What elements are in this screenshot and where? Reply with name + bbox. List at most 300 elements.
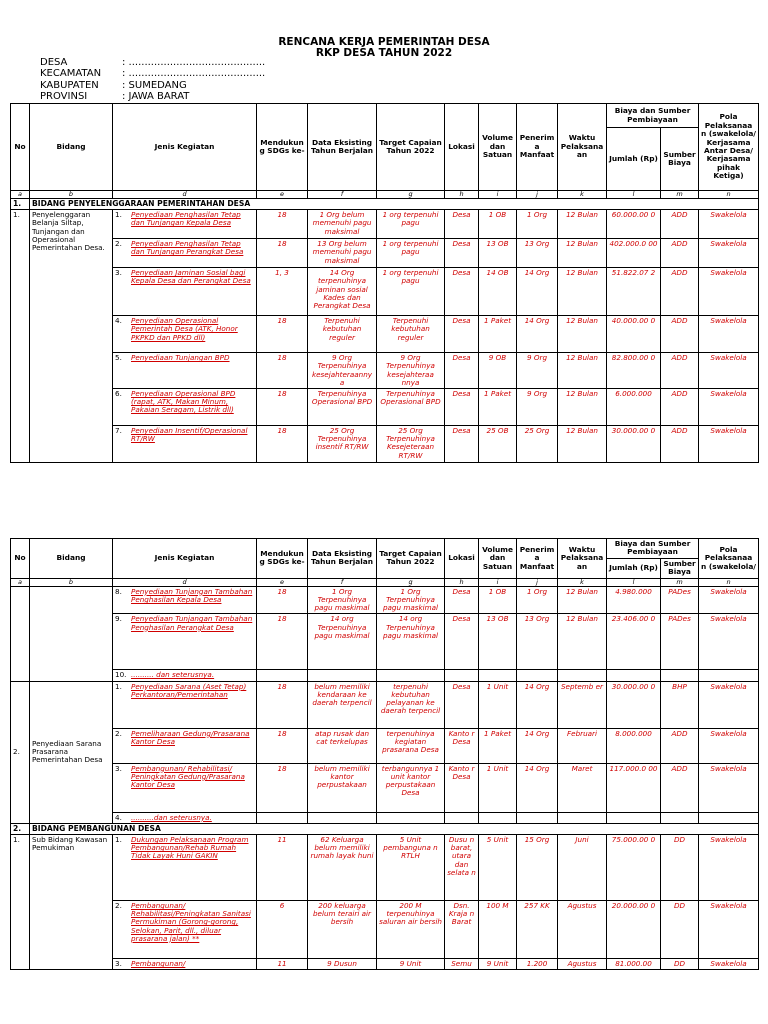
volume-cell: 1 Paket (479, 389, 517, 426)
jenis-text: Penyediaan Tunjangan BPD (131, 353, 230, 363)
waktu-cell (558, 670, 607, 681)
jenis-wrap (115, 765, 254, 790)
data-eksisting-cell: 14 Org terpenuhinya jaminan sosial Kades dan Perangkat Desa (308, 268, 377, 316)
rkp-table-page-1 (10, 103, 759, 463)
jumlah-cell: 8.000.000 (607, 728, 661, 763)
table-row (11, 389, 759, 426)
bidang-cell (30, 586, 113, 681)
header-sumber: Sumber Biaya (661, 558, 699, 578)
header-biaya: Biaya dan Sumber Pembiayaan (607, 539, 699, 559)
table-row (11, 959, 759, 970)
identity-value: : JAWA BARAT (122, 91, 190, 103)
lokasi-cell (445, 812, 479, 823)
pola-cell: Swakelola (699, 681, 759, 728)
jenis-text: Penyediaan Tunjangan Tambahan Penghasilan Perangkat Desa (131, 614, 253, 632)
penerima-cell: 1.200 (517, 959, 558, 970)
header-data: Data Eksisting Tahun Berjalan (308, 104, 377, 191)
pola-cell: Swakelola (699, 426, 759, 463)
column-letter: g (377, 191, 445, 199)
jumlah-cell: 81.000.00 (607, 959, 661, 970)
lokasi-cell: Desa (445, 316, 479, 353)
lokasi-cell: Kanto r Desa (445, 728, 479, 763)
jenis-cell (113, 763, 257, 812)
section-number: 2. (11, 823, 30, 834)
penerima-cell: 13 Org (517, 614, 558, 670)
jenis-wrap (115, 814, 254, 822)
penerima-cell (517, 812, 558, 823)
jenis-cell (113, 728, 257, 763)
jenis-text: ..........dan seterusnya. (131, 812, 212, 822)
jenis-cell (113, 835, 257, 901)
bidang-cell: Sub Bidang Kawasan Pemukiman (30, 835, 113, 970)
target-cell: Terpenuhinya Operasional BPD (377, 389, 445, 426)
sdgs-cell: 18 (257, 389, 308, 426)
penerima-cell: 14 Org (517, 316, 558, 353)
sdgs-cell: 6 (257, 901, 308, 959)
target-cell: terbangunnya 1 unit kantor perpustakaan Desa (377, 763, 445, 812)
waktu-cell: Agustus (558, 959, 607, 970)
jenis-cell (113, 210, 257, 239)
identity-value: : SUMEDANG (122, 79, 187, 91)
lokasi-cell: Desa (445, 268, 479, 316)
lokasi-cell: Kanto r Desa (445, 763, 479, 812)
penerima-cell (517, 670, 558, 681)
sumber-cell (661, 670, 699, 681)
target-cell (377, 812, 445, 823)
column-letter: h (445, 578, 479, 586)
jenis-text: Penyediaan Operasional BPD (rapat, ATK, Makan Minum, Pakaian Seragam, Listrik dll) (131, 389, 236, 415)
lokasi-cell: Desa (445, 681, 479, 728)
column-letter: m (661, 191, 699, 199)
sdgs-cell (257, 812, 308, 823)
section-title: BIDANG PENYELENGGARAAN PEMERINTAHAN DESA (30, 199, 759, 210)
target-cell: 1 org terpenuhi pagu (377, 210, 445, 239)
volume-cell: 14 OB (479, 268, 517, 316)
data-eksisting-cell: belum memiliki kendaraan ke daerah terpencil (308, 681, 377, 728)
row-number (11, 586, 30, 681)
target-cell (377, 670, 445, 681)
target-cell: 5 Unit pembanguna n RTLH (377, 835, 445, 901)
sdgs-cell: 18 (257, 586, 308, 614)
pola-cell: Swakelola (699, 353, 759, 389)
column-letter: f (308, 191, 377, 199)
waktu-cell (558, 812, 607, 823)
identity-label: KABUPATEN (40, 79, 99, 91)
header-target: Target Capaian Tahun 2022 (377, 539, 445, 579)
jenis-text: Penyediaan Insentif/Operasional RT/RW (131, 426, 248, 444)
sumber-cell: PADes (661, 614, 699, 670)
item-number: 2. (115, 239, 122, 249)
data-eksisting-cell: 25 Org Terpenuhinya insentif RT/RW (308, 426, 377, 463)
column-letter: e (257, 191, 308, 199)
waktu-cell: Februari (558, 728, 607, 763)
jumlah-cell: 402.000.0 00 (607, 239, 661, 268)
jenis-wrap (115, 269, 254, 285)
sdgs-cell: 18 (257, 239, 308, 268)
column-letter: l (607, 578, 661, 586)
target-cell: 9 Unit (377, 959, 445, 970)
volume-cell: 5 Unit (479, 835, 517, 901)
jumlah-cell (607, 670, 661, 681)
data-eksisting-cell: belum memiliki kantor perpustakaan (308, 763, 377, 812)
target-cell: Terpenuhi kebutuhan reguler (377, 316, 445, 353)
jenis-text: Pembangunan/ Rehabilitasi/Peningkatan Sanitasi Permukiman (Gorong-gorong, Selokan, Parit, dll., diluar prasarana jalan) ** (131, 901, 251, 943)
sdgs-cell: 18 (257, 614, 308, 670)
header-sdgs: Mendukun g SDGs ke- (257, 104, 308, 191)
pola-cell (699, 812, 759, 823)
identity-block (40, 57, 265, 103)
header-no: No (11, 539, 30, 579)
header-jenis: Jenis Kegiatan (113, 104, 257, 191)
jumlah-cell: 75.000.00 0 (607, 835, 661, 901)
letters-row (11, 191, 759, 199)
item-number: 2. (115, 901, 122, 911)
jenis-cell (113, 586, 257, 614)
jenis-wrap (115, 836, 254, 861)
jenis-wrap (115, 683, 254, 699)
document-subtitle: RKP DESA TAHUN 2022 (315, 47, 453, 59)
item-number: 3. (115, 763, 122, 773)
volume-cell: 1 Paket (479, 316, 517, 353)
column-letter: b (30, 578, 113, 586)
data-eksisting-cell: 14 org Terpenuhinya pagu maskimal (308, 614, 377, 670)
lokasi-cell (445, 670, 479, 681)
pola-cell: Swakelola (699, 389, 759, 426)
volume-cell: 1 Unit (479, 763, 517, 812)
item-number: 1. (115, 835, 122, 845)
sumber-cell: ADD (661, 239, 699, 268)
header-bidang: Bidang (30, 539, 113, 579)
jenis-text: .......... dan seterusnya. (131, 670, 215, 680)
target-cell: 1 org terpenuhi pagu (377, 268, 445, 316)
penerima-cell: 9 Org (517, 389, 558, 426)
jumlah-cell: 40.000.00 0 (607, 316, 661, 353)
jenis-text: Penyediaan Jaminan Sosial bagi Kepala Desa dan Perangkat Desa (131, 268, 251, 286)
column-letter: e (257, 578, 308, 586)
sumber-cell: ADD (661, 728, 699, 763)
volume-cell: 1 OB (479, 210, 517, 239)
column-letter: k (558, 191, 607, 199)
table-row (11, 901, 759, 959)
data-eksisting-cell: 62 Keluarga belum memiliki rumah layak huni (308, 835, 377, 901)
header-row (11, 539, 759, 559)
target-cell: 25 Org Terpenuhinya Kesejeteraan RT/RW (377, 426, 445, 463)
header-pola: Pola Pelaksanaa n (swakelola/ Kerjasama Antar Desa/ Kerjasama pihak Ketiga) (699, 104, 759, 191)
sdgs-cell: 18 (257, 728, 308, 763)
jenis-cell (113, 389, 257, 426)
section-number: 1. (11, 199, 30, 210)
table-row (11, 586, 759, 614)
column-letter: i (479, 191, 517, 199)
letters-row (11, 578, 759, 586)
header-biaya: Biaya dan Sumber Pembiayaan (607, 104, 699, 128)
lokasi-cell: Desa (445, 210, 479, 239)
header-jenis: Jenis Kegiatan (113, 539, 257, 579)
pola-cell: Swakelola (699, 316, 759, 353)
table-row (11, 763, 759, 812)
sdgs-cell: 18 (257, 210, 308, 239)
sumber-cell: DD (661, 901, 699, 959)
target-cell: 200 M terpenuhinya saluran air bersih (377, 901, 445, 959)
jenis-cell (113, 959, 257, 970)
header-lokasi: Lokasi (445, 104, 479, 191)
jumlah-cell: 20.000.00 0 (607, 901, 661, 959)
jenis-cell (113, 316, 257, 353)
waktu-cell: 12 Bulan (558, 614, 607, 670)
jumlah-cell: 30.000.00 0 (607, 681, 661, 728)
data-eksisting-cell: 9 Dusun (308, 959, 377, 970)
table-row (11, 614, 759, 670)
waktu-cell: 12 Bulan (558, 268, 607, 316)
item-number: 3. (115, 959, 122, 969)
jenis-wrap (115, 902, 254, 943)
jenis-cell (113, 614, 257, 670)
pola-cell: Swakelola (699, 586, 759, 614)
item-number: 7. (115, 426, 122, 436)
column-letter: a (11, 578, 30, 586)
sdgs-cell: 18 (257, 353, 308, 389)
sdgs-cell: 11 (257, 959, 308, 970)
column-letter: g (377, 578, 445, 586)
volume-cell: 13 OB (479, 239, 517, 268)
target-cell: 9 Org Terpenuhinya kesejahteraa nnya (377, 353, 445, 389)
data-eksisting-cell: 1 Org Terpenuhinya pagu maskimal (308, 586, 377, 614)
sumber-cell (661, 812, 699, 823)
data-eksisting-cell: 13 Org belum memenuhi pagu maksimal (308, 239, 377, 268)
lokasi-cell: Desa (445, 389, 479, 426)
sdgs-cell: 11 (257, 835, 308, 901)
data-eksisting-cell (308, 670, 377, 681)
table-row (11, 835, 759, 901)
penerima-cell: 1 Org (517, 210, 558, 239)
sdgs-cell: 18 (257, 681, 308, 728)
table-row (11, 239, 759, 268)
jenis-wrap (115, 427, 254, 443)
item-number: 1. (115, 681, 122, 691)
sumber-cell: PADes (661, 586, 699, 614)
header-no: No (11, 104, 30, 191)
target-cell: terpenuhi kebutuhan pelayanan ke daerah terpencil (377, 681, 445, 728)
column-letter: f (308, 578, 377, 586)
jenis-text: Pemeliharaan Gedung/Prasarana Kantor Desa (131, 728, 250, 746)
lokasi-cell: Desa (445, 586, 479, 614)
identity-row (40, 80, 265, 91)
waktu-cell: 12 Bulan (558, 210, 607, 239)
data-eksisting-cell: 1 Org belum memenuhi pagu maksimal (308, 210, 377, 239)
lokasi-cell: Desa (445, 353, 479, 389)
jumlah-cell: 51.822.07 2 (607, 268, 661, 316)
item-number: 8. (115, 586, 122, 596)
data-eksisting-cell: atap rusak dan cat terkelupas (308, 728, 377, 763)
pola-cell: Swakelola (699, 210, 759, 239)
data-eksisting-cell: Terpenuhi kebutuhan reguler (308, 316, 377, 353)
jenis-wrap (115, 211, 254, 227)
sumber-cell: BHP (661, 681, 699, 728)
pola-cell: Swakelola (699, 614, 759, 670)
target-cell: 1 Org Terpenuhinya pagu maskimal (377, 586, 445, 614)
jenis-wrap (115, 730, 254, 746)
waktu-cell: 12 Bulan (558, 586, 607, 614)
jumlah-cell: 82.800.00 0 (607, 353, 661, 389)
sdgs-cell (257, 670, 308, 681)
header-waktu: Waktu Pelaksana an (558, 104, 607, 191)
jumlah-cell: 60.000.00 0 (607, 210, 661, 239)
column-letter: l (607, 191, 661, 199)
column-letter: n (699, 578, 759, 586)
header-volume: Volume dan Satuan (479, 539, 517, 579)
identity-row (40, 68, 265, 79)
volume-cell: 9 OB (479, 353, 517, 389)
item-number: 1. (115, 210, 122, 220)
target-cell: terpenuhinya kegiatan prasarana Desa (377, 728, 445, 763)
item-number: 4. (115, 316, 122, 326)
sdgs-cell: 18 (257, 316, 308, 353)
volume-cell: 1 OB (479, 586, 517, 614)
identity-label: KECAMATAN (40, 68, 102, 80)
column-letter: b (30, 191, 113, 199)
item-number: 6. (115, 389, 122, 399)
header-data: Data Eksisting Tahun Berjalan (308, 539, 377, 579)
column-letter: d (113, 578, 257, 586)
table-row (11, 670, 759, 681)
jenis-cell (113, 670, 257, 681)
jenis-cell (113, 353, 257, 389)
jenis-wrap (115, 240, 254, 256)
item-number: 4. (115, 812, 122, 822)
jumlah-cell: 6.000.000 (607, 389, 661, 426)
header-waktu: Waktu Pelaksana an (558, 539, 607, 579)
rkp-table-page-2 (10, 538, 759, 970)
identity-value: : ........................................... (122, 68, 266, 80)
sdgs-cell: 1, 3 (257, 268, 308, 316)
volume-cell: 9 Unit (479, 959, 517, 970)
table-row (11, 812, 759, 823)
jenis-text: Penyediaan Sarana (Aset Tetap) Perkantoran/Pemerintahan (131, 681, 247, 699)
jenis-text: Penyediaan Penghasilan Tetap dan Tunjangan Perangkat Desa (131, 239, 244, 257)
jenis-wrap (115, 354, 254, 362)
table-row (11, 681, 759, 728)
jenis-cell (113, 426, 257, 463)
header-jumlah: Jumlah (Rp) (607, 128, 661, 191)
item-number: 10. (115, 670, 127, 680)
waktu-cell: 12 Bulan (558, 426, 607, 463)
waktu-cell: 12 Bulan (558, 353, 607, 389)
jumlah-cell: 117.000.0 00 (607, 763, 661, 812)
column-letter: a (11, 191, 30, 199)
header-jumlah: Jumlah (Rp) (607, 558, 661, 578)
target-cell: 1 org terpenuhi pagu (377, 239, 445, 268)
section-row (11, 199, 759, 210)
jenis-cell (113, 681, 257, 728)
lokasi-cell: Desa (445, 239, 479, 268)
volume-cell: 1 Unit (479, 681, 517, 728)
sumber-cell: ADD (661, 268, 699, 316)
header-lokasi: Lokasi (445, 539, 479, 579)
waktu-cell: Agustus (558, 901, 607, 959)
data-eksisting-cell (308, 812, 377, 823)
jenis-wrap (115, 671, 254, 679)
bidang-cell: Penyelenggaran Belanja Siltap, Tunjangan dan Operasional Pemerintahan Desa. (30, 210, 113, 463)
pola-cell: Swakelola (699, 901, 759, 959)
waktu-cell: Maret (558, 763, 607, 812)
penerima-cell: 25 Org (517, 426, 558, 463)
volume-cell: 25 OB (479, 426, 517, 463)
jenis-cell (113, 812, 257, 823)
volume-cell (479, 812, 517, 823)
header-sdgs: Mendukun g SDGs ke- (257, 539, 308, 579)
item-number: 3. (115, 268, 122, 278)
item-number: 2. (115, 728, 122, 738)
sumber-cell: ADD (661, 763, 699, 812)
row-number: 1. (11, 835, 30, 970)
data-eksisting-cell: 200 keluarga belum terairi air bersih (308, 901, 377, 959)
sumber-cell: ADD (661, 389, 699, 426)
header-penerima: Penerim a Manfaat (517, 104, 558, 191)
column-letter: n (699, 191, 759, 199)
jenis-text: Pembangunan/ Rehabilitasi/ Peningkatan Gedung/Prasarana Kantor Desa (131, 763, 245, 790)
jenis-wrap (115, 960, 254, 968)
waktu-cell: 12 Bulan (558, 389, 607, 426)
column-letter: j (517, 191, 558, 199)
sumber-cell: ADD (661, 353, 699, 389)
item-number: 5. (115, 353, 122, 363)
lokasi-cell: Dsn. Kraja n Barat (445, 901, 479, 959)
volume-cell (479, 670, 517, 681)
pola-cell: Swakelola (699, 239, 759, 268)
penerima-cell: 1 Org (517, 586, 558, 614)
table-row (11, 316, 759, 353)
jumlah-cell: 23.406.00 0 (607, 614, 661, 670)
waktu-cell: 12 Bulan (558, 239, 607, 268)
jenis-text: Dukungan Pelaksanaan Program Pembangunan/Rehab Rumah Tidak Layak Huni GAKIN (131, 835, 249, 861)
waktu-cell: Septemb er (558, 681, 607, 728)
identity-row (40, 91, 265, 102)
pola-cell: Swakelola (699, 763, 759, 812)
column-letter: m (661, 578, 699, 586)
data-eksisting-cell: 9 Org Terpenuhinya kesejahteraanny a (308, 353, 377, 389)
penerima-cell: 13 Org (517, 239, 558, 268)
sumber-cell: DD (661, 959, 699, 970)
header-volume: Volume dan Satuan (479, 104, 517, 191)
column-letter: h (445, 191, 479, 199)
item-number: 9. (115, 614, 122, 624)
jenis-text: Pembangunan/ (131, 959, 186, 969)
jumlah-cell: 30.000.00 0 (607, 426, 661, 463)
jenis-wrap (115, 588, 254, 604)
table-row (11, 728, 759, 763)
pola-cell: Swakelola (699, 728, 759, 763)
identity-row (40, 57, 265, 68)
table-row (11, 353, 759, 389)
document-title: RENCANA KERJA PEMERINTAH DESA (278, 36, 490, 48)
identity-label: PROVINSI (40, 91, 88, 103)
lokasi-cell: Semu (445, 959, 479, 970)
penerima-cell: 257 KK (517, 901, 558, 959)
penerima-cell: 14 Org (517, 681, 558, 728)
bidang-cell: Penyediaan Sarana Prasarana Pemerintahan Desa (30, 681, 113, 823)
sdgs-cell: 18 (257, 763, 308, 812)
jenis-text: Penyediaan Operasional Pemerintah Desa (ATK, Honor PKPKD dan PPKD dll) (131, 316, 238, 342)
column-letter: i (479, 578, 517, 586)
column-letter: j (517, 578, 558, 586)
header-penerima: Penerim a Manfaat (517, 539, 558, 579)
penerima-cell: 14 Org (517, 728, 558, 763)
jenis-wrap (115, 317, 254, 342)
waktu-cell: Juni (558, 835, 607, 901)
row-number: 2. (11, 681, 30, 823)
penerima-cell: 14 Org (517, 268, 558, 316)
header-target: Target Capaian Tahun 2022 (377, 104, 445, 191)
